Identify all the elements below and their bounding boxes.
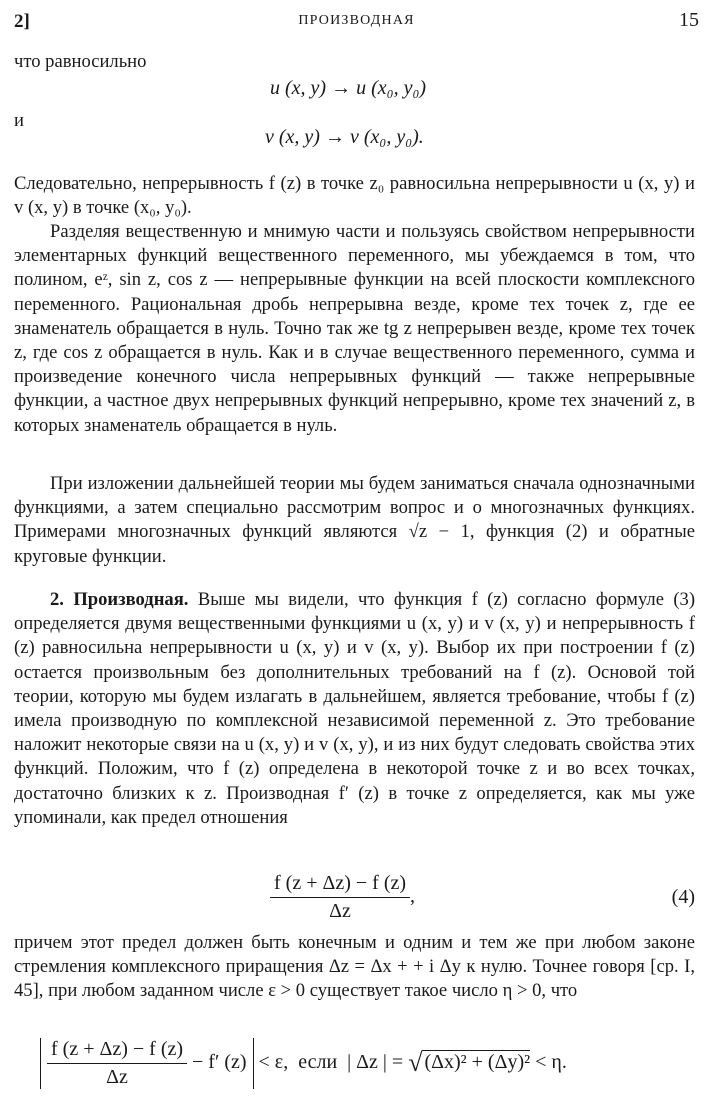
formula-4 bbox=[270, 872, 415, 923]
fraction-denominator-2: Δz bbox=[106, 1066, 128, 1088]
radicand: (Δx)² + (Δy)² bbox=[424, 1051, 531, 1074]
less-than-eta: < η. bbox=[535, 1051, 567, 1074]
abs-delta-z: | Δz | = bbox=[347, 1051, 404, 1074]
equation-number: (4) bbox=[671, 886, 695, 908]
absolute-value bbox=[40, 1038, 254, 1089]
difference-quotient bbox=[270, 872, 410, 923]
running-title: ПРОИЗВОДНАЯ bbox=[298, 13, 415, 28]
fraction-numerator-2: f (z + Δz) − f (z) bbox=[47, 1038, 187, 1064]
fraction-denominator: Δz bbox=[329, 900, 351, 922]
minus-derivative: − f′ (z) bbox=[192, 1051, 247, 1074]
section-marker: 2] bbox=[14, 11, 30, 32]
equation-u-limit: u (x, y) → u (x₀, y₀) bbox=[270, 77, 427, 99]
section-heading: 2. Производная. bbox=[50, 589, 189, 610]
page-number: 15 bbox=[679, 9, 699, 31]
difference-quotient-2 bbox=[47, 1038, 187, 1089]
less-than-epsilon: < ε, bbox=[258, 1051, 289, 1074]
radical-sign: √ bbox=[408, 1048, 423, 1078]
paragraph-multivalued: При изложении дальнейшей теории мы будем заниматься сначала однозначными функциями, а затем специально рассмотрим вопрос и о многозначных функциях. Примерами многозначных функций являются √z − 1, функция (2) и обратные круговые функции. bbox=[14, 473, 695, 567]
equation-v-limit: v (x, y) → v (x₀, y₀). bbox=[265, 126, 424, 148]
paragraph-derivative bbox=[14, 588, 695, 830]
derivative-text: Выше мы видели, что функция f (z) согласно формуле (3) определяется двумя вещественными функциями u (x, y) и v (x, y) и непрерывность f (z) равносильна непрерывности u (x, y) и v (x, y). Выбор их при построении f (z) остается произвольным без дополнительных требований на f (z). Основой той теории, которую мы будем излагать в дальнейшем, является требование, чтобы f (z) имела производную по комплексной независимой переменной z. Это требование наложит некоторые связи на u (x, y) и v (x, y), и из них будут следовать свойства этих функций. Положим, что f (z) определена в некоторой точке z и во всех точках, достаточно близких к z. Производная f′ (z) в точке z определяется, как мы уже упоминали, как предел отношения bbox=[14, 589, 696, 828]
paragraph-continuity: Следовательно, непрерывность f (z) в точке z₀ равносильна непрерывности u (x, y) и v (x, y) в точке (x₀, y₀). bbox=[14, 173, 695, 219]
paragraph-elementary-functions: Разделяя вещественную и мнимую части и пользуясь свойством непрерывности элементарных функций вещественного переменного, мы убеждаемся в том, что полином, eᶻ, sin z, cos z — непрерывные функции на всей плоскости комплексного переменного. Рациональная дробь непрерывна везде, кроме тех точек z, где ее знаменатель обращается в нуль. Точно так же tg z непрерывен везде, кроме тех точек z, где cos z обращается в нуль. Как и в случае вещественного переменного, сумма и произведение конечного числа непрерывных функций — также непрерывные функции, а частное двух непрерывных функций непрерывно, кроме тех значений z, в которых знаменатель обращается в нуль. bbox=[14, 221, 695, 436]
epsilon-delta-formula bbox=[40, 1038, 567, 1089]
conjunction-line: и bbox=[14, 110, 24, 131]
formula-comma: , bbox=[410, 885, 416, 908]
intro-line: что равносильно bbox=[14, 51, 147, 72]
if-word: если bbox=[298, 1051, 338, 1074]
fraction-numerator: f (z + Δz) − f (z) bbox=[270, 872, 410, 898]
page-header bbox=[14, 9, 699, 35]
paragraph-limit-definition: причем этот предел должен быть конечным и одним и тем же при любом законе стремления комплексного приращения Δz = Δx + + i Δy к нулю. Точнее говоря [ср. I, 45], при любом заданном числе ε > 0 существует такое число η > 0, что bbox=[14, 932, 695, 1002]
